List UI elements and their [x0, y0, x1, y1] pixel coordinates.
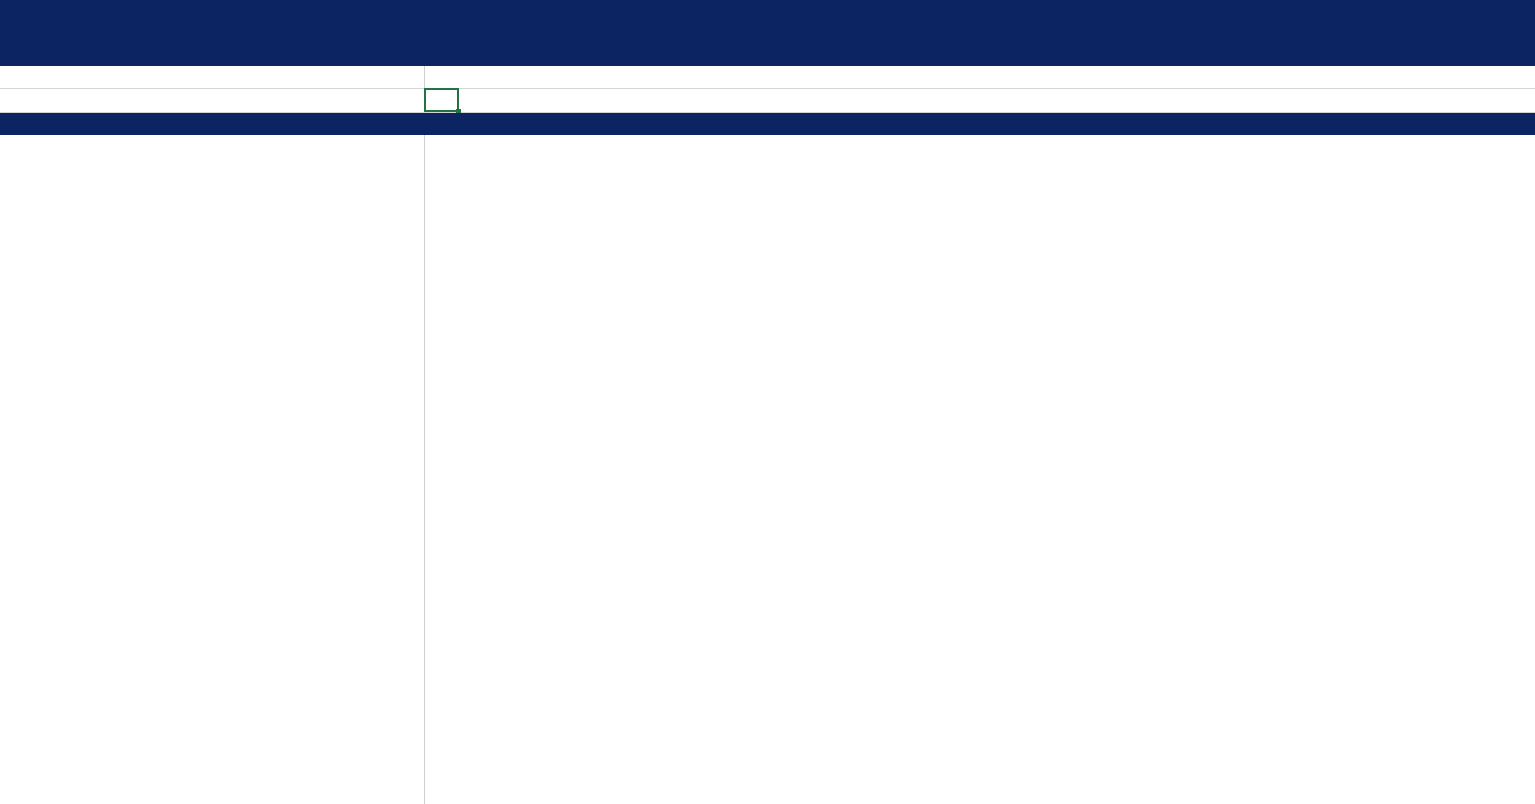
- section-bar-income-statement: [0, 113, 1535, 135]
- selected-cell[interactable]: [424, 88, 459, 112]
- header-label-year: [0, 0, 418, 22]
- column-divider: [424, 66, 425, 804]
- header-row-labels: [0, 0, 418, 66]
- column-header-band: [0, 0, 1535, 66]
- gridline: [0, 88, 1535, 89]
- header-label-fy-start: [0, 22, 418, 44]
- header-label-fy-end: [0, 44, 418, 66]
